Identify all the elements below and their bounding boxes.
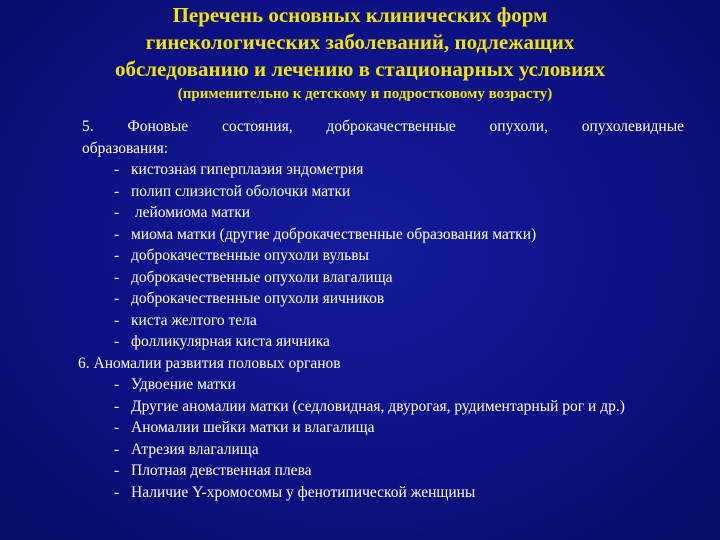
section-5-heading-line-2: образования: bbox=[82, 139, 169, 157]
list-item bbox=[82, 331, 684, 353]
dash-bullet: - bbox=[114, 397, 120, 415]
slide-title bbox=[0, 2, 720, 104]
list-item bbox=[82, 482, 684, 504]
list-item-text: киста желтого тела bbox=[131, 311, 257, 329]
dash-bullet: - bbox=[114, 225, 120, 243]
list-item bbox=[82, 310, 684, 332]
list-item-text: доброкачественные опухоли яичников bbox=[131, 290, 385, 307]
list-item bbox=[82, 267, 684, 289]
list-item-text: миома матки (другие доброкачественные образования матки) bbox=[131, 225, 537, 243]
list-item-text: доброкачественные опухоли вульвы bbox=[131, 247, 369, 264]
list-item-text: доброкачественные опухоли влагалища bbox=[131, 268, 393, 286]
dash-bullet: - bbox=[114, 268, 120, 286]
list-item-text: Плотная девственная плева bbox=[131, 462, 312, 479]
slide-subtitle: (применительно к детскому и подростковому возрасту) bbox=[177, 86, 553, 102]
list-item-text: Атрезия влагалища bbox=[131, 440, 259, 458]
list-item-text: Аномалии шейки матки и влагалища bbox=[131, 419, 375, 436]
dash-bullet: - bbox=[114, 311, 120, 329]
list-item-text: лейомиома матки bbox=[131, 204, 251, 221]
dash-bullet: - bbox=[114, 290, 120, 307]
list-item bbox=[82, 202, 684, 224]
list-item bbox=[82, 245, 684, 267]
section-6 bbox=[78, 353, 684, 375]
title-line-2: гинекологических заболеваний, подлежащих bbox=[145, 30, 575, 54]
list-item-text: полип слизистой оболочки матки bbox=[131, 182, 351, 200]
list-item-text: Наличие Y-хромосомы у фенотипической женщины bbox=[131, 483, 476, 501]
list-item bbox=[82, 396, 684, 418]
list-item-text: фолликулярная киста яичника bbox=[131, 333, 330, 350]
section-5 bbox=[82, 116, 684, 353]
dash-bullet: - bbox=[114, 376, 120, 393]
title-line-1: Перечень основных клинических форм bbox=[172, 3, 548, 27]
dash-bullet: - bbox=[114, 247, 120, 264]
list-item bbox=[82, 224, 684, 246]
dash-bullet: - bbox=[114, 440, 120, 458]
section-6-list bbox=[82, 374, 684, 503]
section-6-heading: 6. Аномалии развития половых органов bbox=[78, 354, 341, 372]
list-item bbox=[82, 460, 684, 482]
slide-body bbox=[78, 116, 684, 503]
dash-bullet: - bbox=[114, 182, 120, 200]
list-item-text: кистозная гиперплазия эндометрия bbox=[131, 161, 364, 178]
list-item bbox=[82, 417, 684, 439]
list-item-text: Другие аномалии матки (седловидная, двурогая, рудиментарный рог и др.) bbox=[131, 397, 625, 415]
section-5-heading-line-1: 5. Фоновые состояния, доброкачественные опухоли, опухолевидные bbox=[82, 118, 684, 135]
list-item bbox=[82, 288, 684, 310]
dash-bullet: - bbox=[114, 462, 120, 479]
dash-bullet: - bbox=[114, 204, 120, 221]
title-line-3: обследованию и лечению в стационарных условиях bbox=[114, 57, 606, 81]
list-item-text: Удвоение матки bbox=[131, 376, 236, 393]
list-item bbox=[82, 181, 684, 203]
list-item bbox=[82, 374, 684, 396]
section-5-list bbox=[82, 159, 684, 353]
list-item bbox=[82, 159, 684, 181]
list-item bbox=[82, 439, 684, 461]
dash-bullet: - bbox=[114, 483, 120, 501]
dash-bullet: - bbox=[114, 419, 120, 436]
dash-bullet: - bbox=[114, 161, 120, 178]
dash-bullet: - bbox=[114, 333, 120, 350]
